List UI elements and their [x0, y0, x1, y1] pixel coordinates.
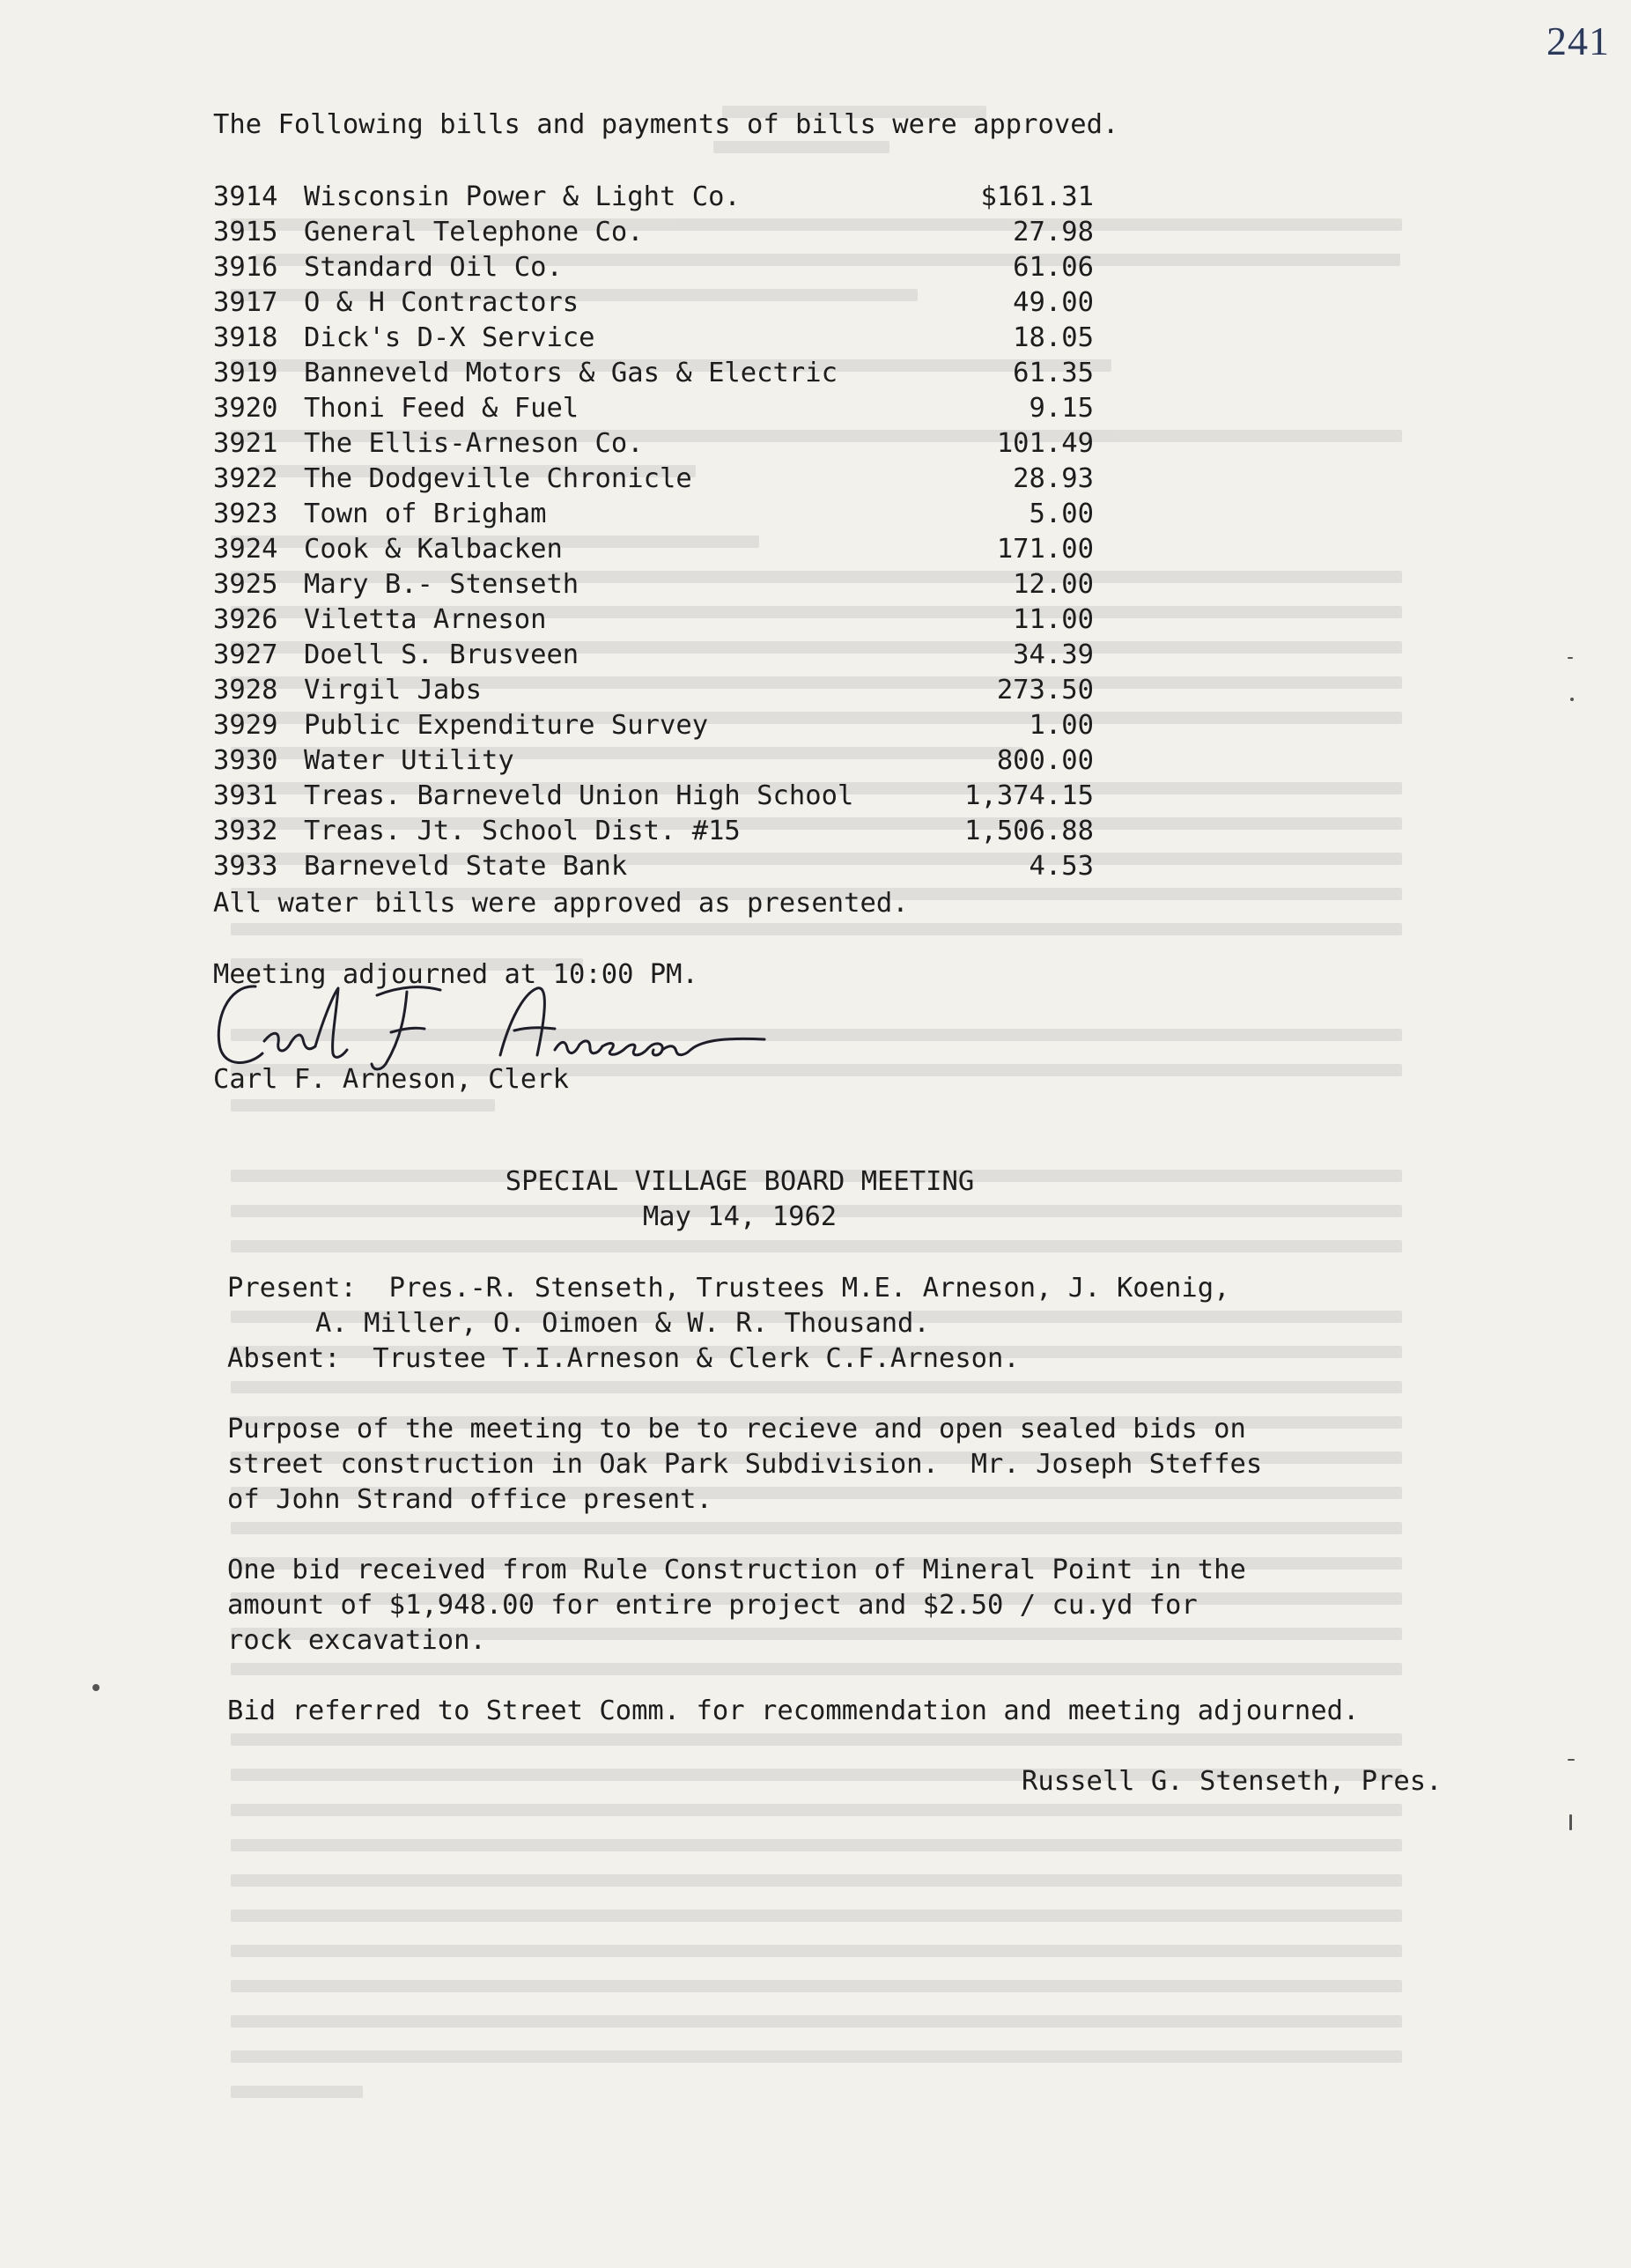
bill-number: 3914 [213, 181, 278, 212]
bill-number: 3919 [213, 358, 278, 388]
water-bills-note: All water bills were approved as presented. [213, 888, 909, 919]
bill-number: 3933 [213, 851, 278, 882]
bill-row [213, 322, 1094, 360]
paper-speck [1568, 1759, 1575, 1761]
paper-speck [1569, 1814, 1572, 1830]
absent-line: Absent: Trustee T.I.Arneson & Clerk C.F.Arneson. [227, 1343, 1020, 1374]
bill-amount: 101.49 [996, 428, 1094, 459]
bill-payee: Cook & Kalbacken [304, 534, 563, 565]
bill-amount: 1,374.15 [964, 780, 1094, 811]
bill-payee: Standard Oil Co. [304, 252, 563, 283]
bill-amount: 11.00 [1013, 604, 1094, 635]
bill-row [213, 780, 1094, 818]
bill-row [213, 287, 1094, 325]
bill-row [213, 677, 1094, 713]
bill-amount: 12.00 [1013, 569, 1094, 600]
bill-number: 3928 [213, 675, 278, 706]
bill-number: 3926 [213, 604, 278, 635]
bill-number: 3929 [213, 710, 278, 741]
bill-payee: The Ellis-Arneson Co. [304, 428, 644, 459]
bill-amount: 4.53 [1029, 851, 1094, 882]
bill-amount: 800.00 [996, 745, 1094, 776]
bill-number: 3924 [213, 534, 278, 565]
bill-row [213, 463, 1094, 501]
bill-payee: O & H Contractors [304, 287, 579, 318]
bill-payee: Town of Brigham [304, 499, 547, 529]
bill-payee: Thoni Feed & Fuel [304, 393, 579, 424]
referred-line: Bid referred to Street Comm. for recommendation and meeting adjourned. [227, 1695, 1360, 1726]
bill-payee: Public Expenditure Survey [304, 710, 709, 741]
bill-number: 3920 [213, 393, 278, 424]
page-number: 241 [1546, 18, 1610, 63]
bill-number: 3931 [213, 780, 278, 811]
bill-payee: Dick's D-X Service [304, 322, 595, 353]
bill-amount: 1,506.88 [964, 816, 1094, 846]
bill-amount: 171.00 [996, 534, 1094, 565]
bill-number: 3915 [213, 217, 278, 247]
bill-number: 3925 [213, 569, 278, 600]
bill-amount: 18.05 [1013, 322, 1094, 353]
bill-row [213, 853, 1094, 889]
bill-amount: 1.00 [1029, 710, 1094, 741]
purpose-line-1: Purpose of the meeting to be to recieve and open sealed bids on [227, 1414, 1246, 1444]
adjournment-note: Meeting adjourned at 10:00 PM. [213, 959, 698, 990]
bill-row [213, 501, 1094, 536]
bill-number: 3927 [213, 639, 278, 670]
bill-row [213, 360, 1094, 395]
bid-line-1: One bid received from Rule Construction of Mineral Point in the [227, 1555, 1246, 1585]
bill-payee: Treas. Jt. School Dist. #15 [304, 816, 741, 846]
bill-amount: 273.50 [996, 675, 1094, 706]
bill-amount: 28.93 [1013, 463, 1094, 494]
bill-payee: The Dodgeville Chronicle [304, 463, 692, 494]
bill-amount: 49.00 [1013, 287, 1094, 318]
bill-amount: 9.15 [1029, 393, 1094, 424]
bill-row [213, 818, 1094, 853]
bills-intro: The Following bills and payments of bills were approved. [213, 109, 1119, 140]
bill-number: 3916 [213, 252, 278, 283]
bill-row [213, 536, 1094, 572]
paper-speck [1568, 657, 1573, 659]
bill-payee: Banneveld Motors & Gas & Electric [304, 358, 838, 388]
president-signature: Russell G. Stenseth, Pres. [1022, 1766, 1443, 1797]
bill-row [213, 569, 1094, 607]
clerk-name: Carl F. Arneson, Clerk [213, 1064, 569, 1095]
bill-row [213, 745, 1094, 783]
bill-payee: Mary B.- Stenseth [304, 569, 579, 600]
bid-line-3: rock excavation. [227, 1625, 486, 1656]
bill-row [213, 252, 1094, 290]
meeting-title: SPECIAL VILLAGE BOARD MEETING [505, 1166, 975, 1197]
purpose-line-2: street construction in Oak Park Subdivision. Mr. Joseph Steffes [227, 1449, 1263, 1480]
bill-number: 3922 [213, 463, 278, 494]
bill-row [213, 710, 1094, 748]
bill-payee: Doell S. Brusveen [304, 639, 579, 670]
bill-payee: General Telephone Co. [304, 217, 644, 247]
bill-row [213, 604, 1094, 642]
bill-amount: 61.06 [1013, 252, 1094, 283]
clerk-signature [210, 969, 782, 1078]
present-line-2: A. Miller, O. Oimoen & W. R. Thousand. [315, 1308, 930, 1339]
purpose-line-3: of John Strand office present. [227, 1484, 712, 1515]
bill-number: 3930 [213, 745, 278, 776]
bill-payee: Virgil Jabs [304, 675, 482, 706]
bill-number: 3918 [213, 322, 278, 353]
bill-amount: $161.31 [980, 181, 1094, 212]
paper-speck [1570, 698, 1574, 701]
bill-number: 3921 [213, 428, 278, 459]
bill-payee: Barneveld State Bank [304, 851, 628, 882]
present-line-1: Present: Pres.-R. Stenseth, Trustees M.E. Arneson, J. Koenig, [227, 1273, 1230, 1304]
bid-line-2: amount of $1,948.00 for entire project and $2.50 / cu.yd for [227, 1590, 1198, 1621]
paper-speck [92, 1684, 100, 1691]
bill-payee: Water Utility [304, 745, 514, 776]
bill-payee: Wisconsin Power & Light Co. [304, 181, 741, 212]
bill-amount: 27.98 [1013, 217, 1094, 247]
bill-amount: 61.35 [1013, 358, 1094, 388]
meeting-date: May 14, 1962 [642, 1201, 838, 1232]
bill-row [213, 428, 1094, 466]
bill-row [213, 181, 1094, 219]
bill-number: 3923 [213, 499, 278, 529]
bill-row [213, 395, 1094, 431]
bill-number: 3917 [213, 287, 278, 318]
bill-payee: Viletta Arneson [304, 604, 547, 635]
bill-amount: 34.39 [1013, 639, 1094, 670]
bill-number: 3932 [213, 816, 278, 846]
bill-amount: 5.00 [1029, 499, 1094, 529]
bill-row [213, 639, 1094, 677]
bill-row [213, 219, 1094, 255]
bill-payee: Treas. Barneveld Union High School [304, 780, 854, 811]
